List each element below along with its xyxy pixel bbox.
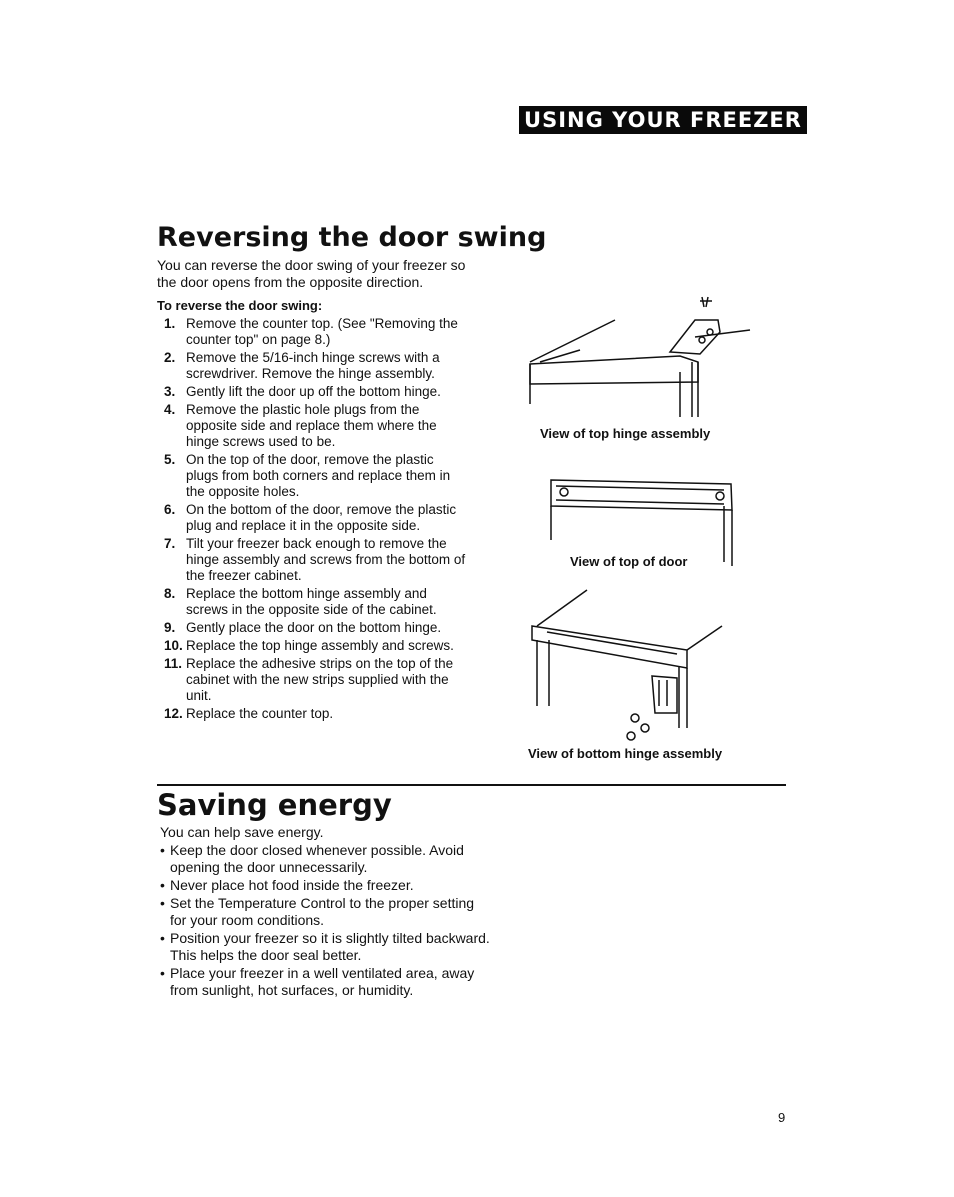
list-item: • Keep the door closed whenever possible. Avoid opening the door unnecessarily. (160, 842, 490, 876)
top-hinge-illustration (520, 292, 770, 422)
step-number: 1. (164, 316, 176, 331)
step-item (157, 586, 467, 618)
saving-energy-intro: You can help save energy. (160, 824, 324, 840)
step-number: 7. (164, 536, 176, 551)
door-swing-intro: You can reverse the door swing of your freezer so the door opens from the opposite direction. (157, 257, 466, 290)
top-hinge-caption: View of top hinge assembly (540, 426, 711, 441)
step-text: Remove the 5/16-inch hinge screws with a screwdriver. Remove the hinge assembly. (186, 350, 440, 381)
step-item (157, 402, 467, 450)
step-number: 6. (164, 502, 176, 517)
step-text: Tilt your freezer back enough to remove the hinge assembly and screws from the bottom of the freezer cabinet. (186, 536, 466, 583)
list-item: • Set the Temperature Control to the proper setting for your room conditions. (160, 895, 490, 929)
list-item: • Place your freezer in a well ventilated area, away from sunlight, hot surfaces, or humidity. (160, 965, 490, 999)
steps-subheading: To reverse the door swing: (157, 298, 323, 313)
bottom-hinge-illustration (527, 588, 727, 748)
step-number: 12. (164, 706, 183, 721)
step-number: 11. (164, 656, 183, 671)
saving-energy-heading: Saving energy (157, 788, 392, 822)
step-text: Gently place the door on the bottom hinge. (186, 620, 442, 635)
step-number: 8. (164, 586, 176, 601)
top-of-door-caption: View of top of door (570, 554, 688, 569)
step-item (157, 620, 467, 636)
energy-tips-list (160, 842, 490, 1000)
section-divider (157, 784, 786, 786)
step-item (157, 316, 467, 348)
section-banner: USING YOUR FREEZER (519, 106, 807, 134)
step-item (157, 638, 467, 654)
step-text: Replace the top hinge assembly and screws. (186, 638, 454, 653)
step-item (157, 656, 467, 704)
step-text: Replace the counter top. (186, 706, 334, 721)
step-item (157, 502, 467, 534)
page-number: 9 (778, 1110, 786, 1125)
bottom-hinge-caption: View of bottom hinge assembly (528, 746, 723, 761)
step-item (157, 384, 467, 400)
step-number: 5. (164, 452, 176, 467)
door-swing-steps (157, 316, 467, 724)
step-text: Replace the adhesive strips on the top of the cabinet with the new strips supplied with the unit. (186, 656, 454, 703)
step-number: 4. (164, 402, 176, 417)
step-text: Replace the bottom hinge assembly and screws in the opposite side of the cabinet. (186, 586, 437, 617)
step-number: 9. (164, 620, 176, 635)
door-swing-heading: Reversing the door swing (157, 222, 547, 253)
step-number: 2. (164, 350, 176, 365)
step-number: 10. (164, 638, 183, 653)
list-item: • Never place hot food inside the freezer. (160, 877, 490, 894)
step-item (157, 350, 467, 382)
step-text: Remove the counter top. (See "Removing the counter top" on page 8.) (186, 316, 458, 347)
step-text: On the bottom of the door, remove the plastic plug and replace it in the opposite side. (186, 502, 457, 533)
step-item (157, 452, 467, 500)
list-item: • Position your freezer so it is slightly tilted backward. This helps the door seal better. (160, 930, 490, 964)
step-item (157, 706, 467, 722)
step-number: 3. (164, 384, 176, 399)
step-item (157, 536, 467, 584)
step-text: Remove the plastic hole plugs from the opposite side and replace them where the hinge screws used to be. (186, 402, 437, 449)
step-text: Gently lift the door up off the bottom hinge. (186, 384, 441, 399)
step-text: On the top of the door, remove the plastic plugs from both corners and replace them in the opposite holes. (186, 452, 451, 499)
